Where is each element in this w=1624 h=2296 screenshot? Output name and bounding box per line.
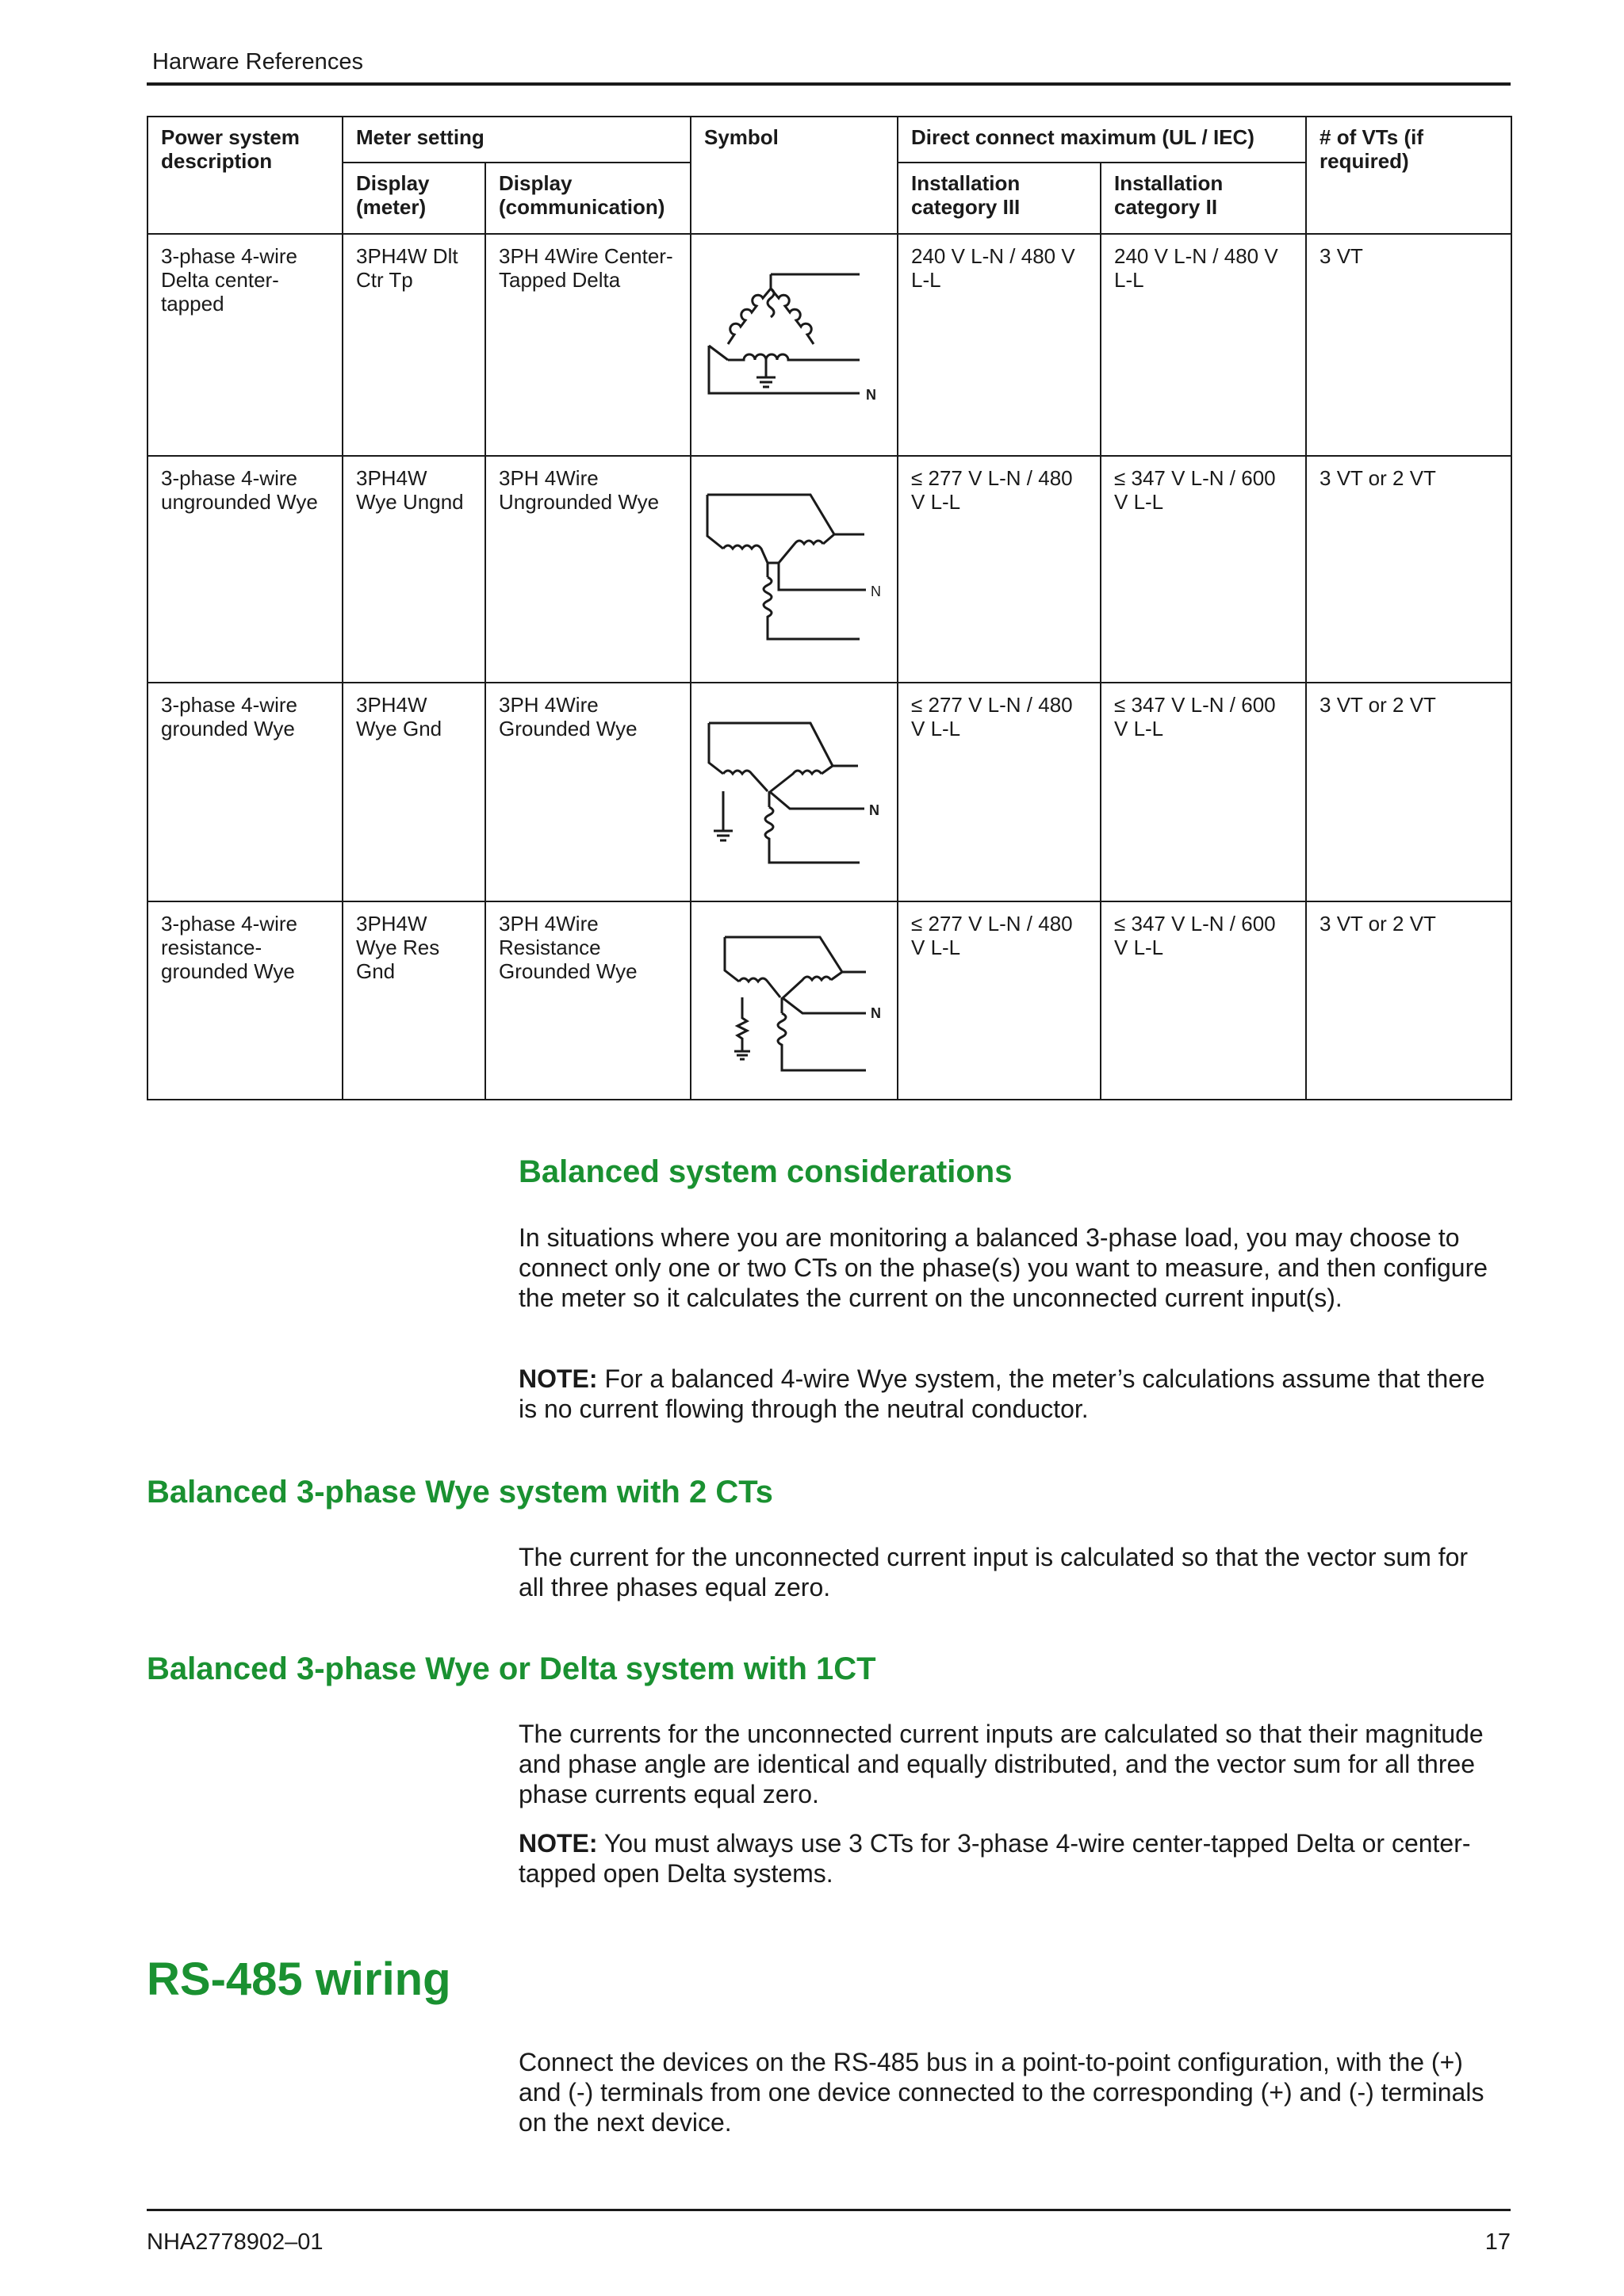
note-text: You must always use 3 CTs for 3-phase 4-wire center-tapped Delta or center-tapped open Delta systems.	[519, 1829, 1471, 1888]
row-symbol	[691, 901, 898, 1100]
note-label: NOTE:	[519, 1364, 598, 1393]
row-display-comm: 3PH 4Wire Ungrounded Wye	[485, 456, 691, 683]
page-header-title: Harware References	[152, 49, 363, 75]
row-description: 3-phase 4-wire Delta center-tapped	[147, 234, 343, 456]
header-description: Power system description	[147, 117, 343, 234]
delta-center-tapped-diagram	[691, 235, 897, 455]
note-text: For a balanced 4-wire Wye system, the meter’s calculations assume that there is no current flowing through the neutral conductor.	[519, 1364, 1485, 1423]
footer-page-number: 17	[1484, 2229, 1511, 2255]
header-vts: # of VTs (if required)	[1306, 117, 1511, 234]
row-cat2: 240 V L-N / 480 V L-L	[1101, 234, 1306, 456]
row-symbol	[691, 683, 898, 901]
wye-resistance-grounded-diagram	[691, 902, 897, 1099]
para-wye-2ct: The current for the unconnected current input is calculated so that the vector sum for all three phases equal zero.	[519, 1543, 1469, 1601]
heading-wye-delta-1ct: Balanced 3-phase Wye or Delta system with 1CT	[147, 1651, 876, 1686]
header-display-meter: Display (meter)	[343, 163, 485, 234]
row-display-meter: 3PH4W Dlt Ctr Tp	[343, 234, 485, 456]
row-cat3: ≤ 277 V L-N / 480 V L-L	[898, 683, 1101, 901]
para-balanced-system: In situations where you are monitoring a balanced 3-phase load, you may choose to connect only one or two CTs on the phase(s) you want to measure, and then configure the meter so it calculates the current on the unconnected current input(s).	[519, 1223, 1488, 1312]
row-symbol	[691, 456, 898, 683]
row-cat3: ≤ 277 V L-N / 480 V L-L	[898, 456, 1101, 683]
row-display-comm: 3PH 4Wire Center-Tapped Delta	[485, 234, 691, 456]
wye-grounded-diagram	[691, 683, 897, 901]
row-symbol	[691, 234, 898, 456]
row-vts: 3 VT or 2 VT	[1306, 456, 1511, 683]
wye-ungrounded-diagram	[691, 457, 897, 682]
row-vts: 3 VT or 2 VT	[1306, 683, 1511, 901]
row-cat3: ≤ 277 V L-N / 480 V L-L	[898, 901, 1101, 1100]
header-symbol: Symbol	[691, 117, 898, 234]
heading-balanced-system: Balanced system considerations	[519, 1154, 1013, 1189]
header-direct-connect-max: Direct connect maximum (UL / IEC)	[898, 117, 1306, 163]
header-meter-setting: Meter setting	[343, 117, 691, 163]
table-row	[147, 683, 1511, 901]
heading-wye-2ct: Balanced 3-phase Wye system with 2 CTs	[147, 1475, 773, 1510]
neutral-label: N	[871, 1005, 881, 1021]
note-balanced-system	[519, 1364, 1494, 1424]
table-row	[147, 456, 1511, 683]
row-display-comm: 3PH 4Wire Resistance Grounded Wye	[485, 901, 691, 1100]
row-display-meter: 3PH4W Wye Gnd	[343, 683, 485, 901]
table-row	[147, 234, 1511, 456]
header-cat2: Installation category II	[1101, 163, 1306, 234]
para-wye-delta-1ct: The currents for the unconnected current inputs are calculated so that their magnitude and phase angle are identical and equally distributed, and the vector sum for all three phase currents equal zero.	[519, 1720, 1484, 1808]
row-cat2: ≤ 347 V L-N / 600 V L-L	[1101, 456, 1306, 683]
row-description: 3-phase 4-wire resistance-grounded Wye	[147, 901, 343, 1100]
row-description: 3-phase 4-wire grounded Wye	[147, 683, 343, 901]
row-cat2: ≤ 347 V L-N / 600 V L-L	[1101, 683, 1306, 901]
row-vts: 3 VT or 2 VT	[1306, 901, 1511, 1100]
row-description: 3-phase 4-wire ungrounded Wye	[147, 456, 343, 683]
table-row	[147, 901, 1511, 1100]
note-wye-delta-1ct	[519, 1828, 1494, 1888]
row-cat2: ≤ 347 V L-N / 600 V L-L	[1101, 901, 1306, 1100]
note-label: NOTE:	[519, 1829, 598, 1858]
header-divider	[147, 82, 1511, 86]
row-cat3: 240 V L-N / 480 V L-L	[898, 234, 1101, 456]
footer-divider	[147, 2209, 1511, 2211]
neutral-label: N	[866, 387, 876, 403]
row-vts: 3 VT	[1306, 234, 1511, 456]
neutral-label: N	[871, 584, 881, 599]
header-display-comm: Display (communication)	[485, 163, 691, 234]
footer-doc-id: NHA2778902–01	[147, 2229, 324, 2255]
row-display-comm: 3PH 4Wire Grounded Wye	[485, 683, 691, 901]
power-system-table	[147, 116, 1512, 1100]
para-rs485-wiring: Connect the devices on the RS-485 bus in a point-to-point configuration, with the (+) and (-) terminals from one device connected to the corresponding (+) and (-) terminals on the next device.	[519, 2048, 1484, 2137]
header-cat3: Installation category III	[898, 163, 1101, 234]
heading-rs485-wiring: RS-485 wiring	[147, 1954, 451, 2005]
neutral-label: N	[869, 802, 879, 818]
row-display-meter: 3PH4W Wye Ungnd	[343, 456, 485, 683]
row-display-meter: 3PH4W Wye Res Gnd	[343, 901, 485, 1100]
